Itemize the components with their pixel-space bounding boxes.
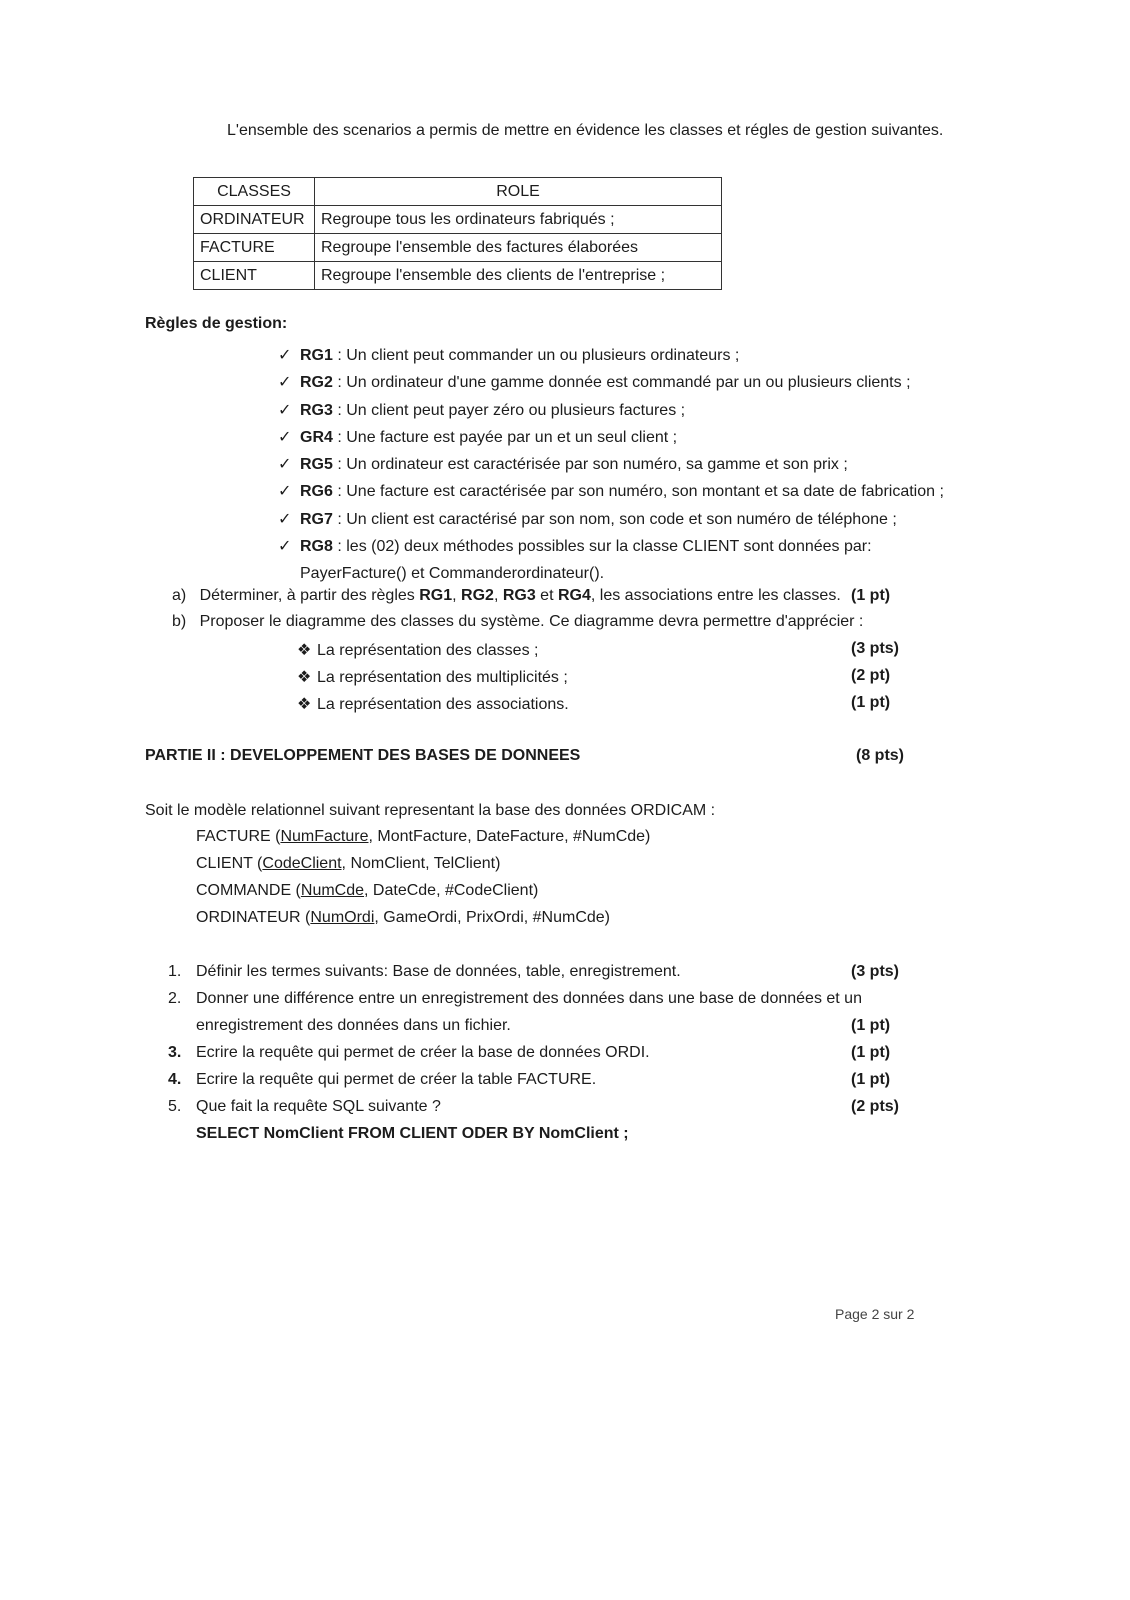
question-label: b) <box>172 613 187 630</box>
relation-name: ORDINATEUR ( <box>196 909 311 926</box>
table-row <box>194 234 722 262</box>
rule-item <box>278 506 958 533</box>
points-item: (1 pt) <box>851 694 891 711</box>
rule-item <box>278 451 958 478</box>
relation-key: NumOrdi <box>310 909 375 926</box>
relation-attrs: , GameOrdi, PrixOrdi, #NumCde) <box>374 909 610 926</box>
question-2 <box>168 990 862 1008</box>
question-text: Proposer le diagramme des classes du système. Ce diagramme devra permettre d'apprécier : <box>199 613 864 630</box>
rule-text: : Un ordinateur est caractérisée par son numéro, sa gamme et son prix ; <box>332 456 848 474</box>
diamond-bullet-icon: ❖ <box>297 669 312 686</box>
rule-continuation: PayerFacture() et Commanderordinateur(). <box>300 565 605 583</box>
rule-text: : Un client peut commander un ou plusieurs ordinateurs ; <box>332 347 740 364</box>
question-num: 3. <box>168 1044 182 1061</box>
check-icon: ✓ <box>278 401 292 419</box>
rule-text: : les (02) deux méthodes possibles sur la classe CLIENT sont données par: <box>332 538 872 556</box>
cell-classe: CLIENT <box>194 262 315 290</box>
rule-code: RG7 <box>300 510 333 528</box>
question-text: enregistrement des données dans un fichier. <box>196 1017 511 1034</box>
relation-attrs: , MontFacture, DateFacture, #NumCde) <box>368 828 651 845</box>
relation-name: COMMANDE ( <box>196 882 301 899</box>
separator: , <box>452 587 462 604</box>
cell-role: Regroupe l'ensemble des clients de l'entreprise ; <box>315 262 722 290</box>
relation-line <box>196 909 610 927</box>
question-text: , les associations entre les classes. <box>590 587 841 604</box>
bullet-item <box>297 694 569 714</box>
rule-text: : Une facture est caractérisée par son numéro, son montant et sa date de fabrication ; <box>332 483 944 501</box>
check-icon: ✓ <box>278 428 292 446</box>
relation-line <box>196 828 650 846</box>
rule-code: RG5 <box>300 456 333 474</box>
part2-title: PARTIE II : DEVELOPPEMENT DES BASES DE DONNEES <box>145 747 581 764</box>
points-item: (2 pt) <box>851 667 891 684</box>
separator: , <box>493 587 503 604</box>
part2-points: (8 pts) <box>856 747 904 764</box>
rule-text: : Un ordinateur d'une gamme donnée est commandé par un ou plusieurs clients ; <box>332 374 911 392</box>
question-3 <box>168 1044 650 1062</box>
classes-table <box>193 177 722 290</box>
check-icon: ✓ <box>278 456 292 474</box>
bullet-item <box>297 667 568 687</box>
points-q5: (2 pts) <box>851 1098 899 1115</box>
relation-attrs: , NomClient, TelClient) <box>341 855 501 872</box>
cell-classe: ORDINATEUR <box>194 206 315 234</box>
question-text: Que fait la requête SQL suivante ? <box>196 1098 441 1115</box>
model-intro: Soit le modèle relationnel suivant representant la base des données ORDICAM : <box>145 802 716 819</box>
question-4 <box>168 1071 596 1089</box>
question-text: Ecrire la requête qui permet de créer la table FACTURE. <box>196 1071 597 1088</box>
rule-code: RG8 <box>300 538 333 556</box>
relation-key: NumCde <box>300 882 365 899</box>
points-q2: (1 pt) <box>851 1017 891 1034</box>
page-footer: Page 2 sur 2 <box>835 1306 915 1322</box>
diamond-bullet-icon: ❖ <box>297 696 312 713</box>
rules-title: Règles de gestion: <box>145 315 288 332</box>
rule-item <box>278 424 958 451</box>
question-num: 4. <box>168 1071 182 1088</box>
bullet-text: La représentation des multiplicités ; <box>317 669 568 686</box>
table-header-row <box>194 178 722 206</box>
points-q1: (3 pts) <box>851 963 899 980</box>
relation-name: FACTURE ( <box>196 828 281 845</box>
check-icon: ✓ <box>278 347 292 364</box>
points-item: (3 pts) <box>851 640 899 657</box>
question-text: Déterminer, à partir des règles <box>199 587 420 604</box>
relation-line <box>196 882 538 900</box>
question-label: a) <box>172 587 187 604</box>
rule-ref: RG3 <box>502 587 536 604</box>
question-b <box>172 613 863 631</box>
question-text: Donner une différence entre un enregistrement des données dans une base de données et un <box>196 990 862 1007</box>
question-text: Ecrire la requête qui permet de créer la base de données ORDI. <box>196 1044 650 1061</box>
points-q4: (1 pt) <box>851 1071 891 1088</box>
separator: et <box>535 587 558 604</box>
rule-ref: RG2 <box>461 587 494 604</box>
rule-item <box>278 478 958 505</box>
rule-ref: RG4 <box>557 587 591 604</box>
points-q3: (1 pt) <box>851 1044 891 1061</box>
table-row <box>194 206 722 234</box>
question-num: 1. <box>168 963 182 980</box>
relation-key: CodeClient <box>262 855 342 872</box>
rule-ref: RG1 <box>419 587 453 604</box>
rule-item <box>278 533 958 560</box>
rule-code: RG2 <box>300 374 333 392</box>
check-icon: ✓ <box>278 374 292 392</box>
rule-item <box>278 397 958 424</box>
check-icon: ✓ <box>278 538 292 556</box>
rule-text: : Une facture est payée par un et un seul client ; <box>332 428 678 446</box>
question-1 <box>168 963 681 981</box>
header-classes: CLASSES <box>194 178 315 206</box>
question-num: 2. <box>168 990 182 1007</box>
rule-code: RG6 <box>300 483 333 501</box>
intro-text: L'ensemble des scenarios a permis de mettre en évidence les classes et régles de gestion suivantes. <box>227 122 944 139</box>
points-a: (1 pt) <box>851 587 891 604</box>
rule-item <box>278 369 958 396</box>
question-a <box>172 587 841 605</box>
rules-list <box>278 342 958 588</box>
diamond-bullet-icon: ❖ <box>297 642 312 659</box>
question-text: Définir les termes suivants: Base de données, table, enregistrement. <box>196 963 681 980</box>
header-role: ROLE <box>315 178 722 206</box>
question-num: 5. <box>168 1098 182 1115</box>
relation-attrs: , DateCde, #CodeClient) <box>364 882 539 899</box>
bullet-item <box>297 640 538 660</box>
check-icon: ✓ <box>278 510 292 528</box>
cell-role: Regroupe l'ensemble des factures élaborées <box>315 234 722 262</box>
question-5 <box>168 1098 441 1116</box>
table-row <box>194 262 722 290</box>
cell-role: Regroupe tous les ordinateurs fabriqués ; <box>315 206 722 234</box>
rule-text: : Un client peut payer zéro ou plusieurs factures ; <box>332 401 686 419</box>
rule-code: RG3 <box>300 401 333 419</box>
bullet-text: La représentation des associations. <box>317 696 569 713</box>
cell-classe: FACTURE <box>194 234 315 262</box>
rule-code: GR4 <box>300 428 333 446</box>
bullet-text: La représentation des classes ; <box>317 642 539 659</box>
rule-text: : Un client est caractérisé par son nom, son code et son numéro de téléphone ; <box>332 510 897 528</box>
relation-name: CLIENT ( <box>196 855 263 872</box>
rule-code: RG1 <box>300 347 333 364</box>
rule-item <box>278 342 958 369</box>
sql-query: SELECT NomClient FROM CLIENT ODER BY NomClient ; <box>196 1125 629 1142</box>
question-2-cont <box>168 1017 511 1035</box>
relation-key: NumFacture <box>280 828 369 845</box>
relation-line <box>196 855 500 873</box>
check-icon: ✓ <box>278 483 292 501</box>
